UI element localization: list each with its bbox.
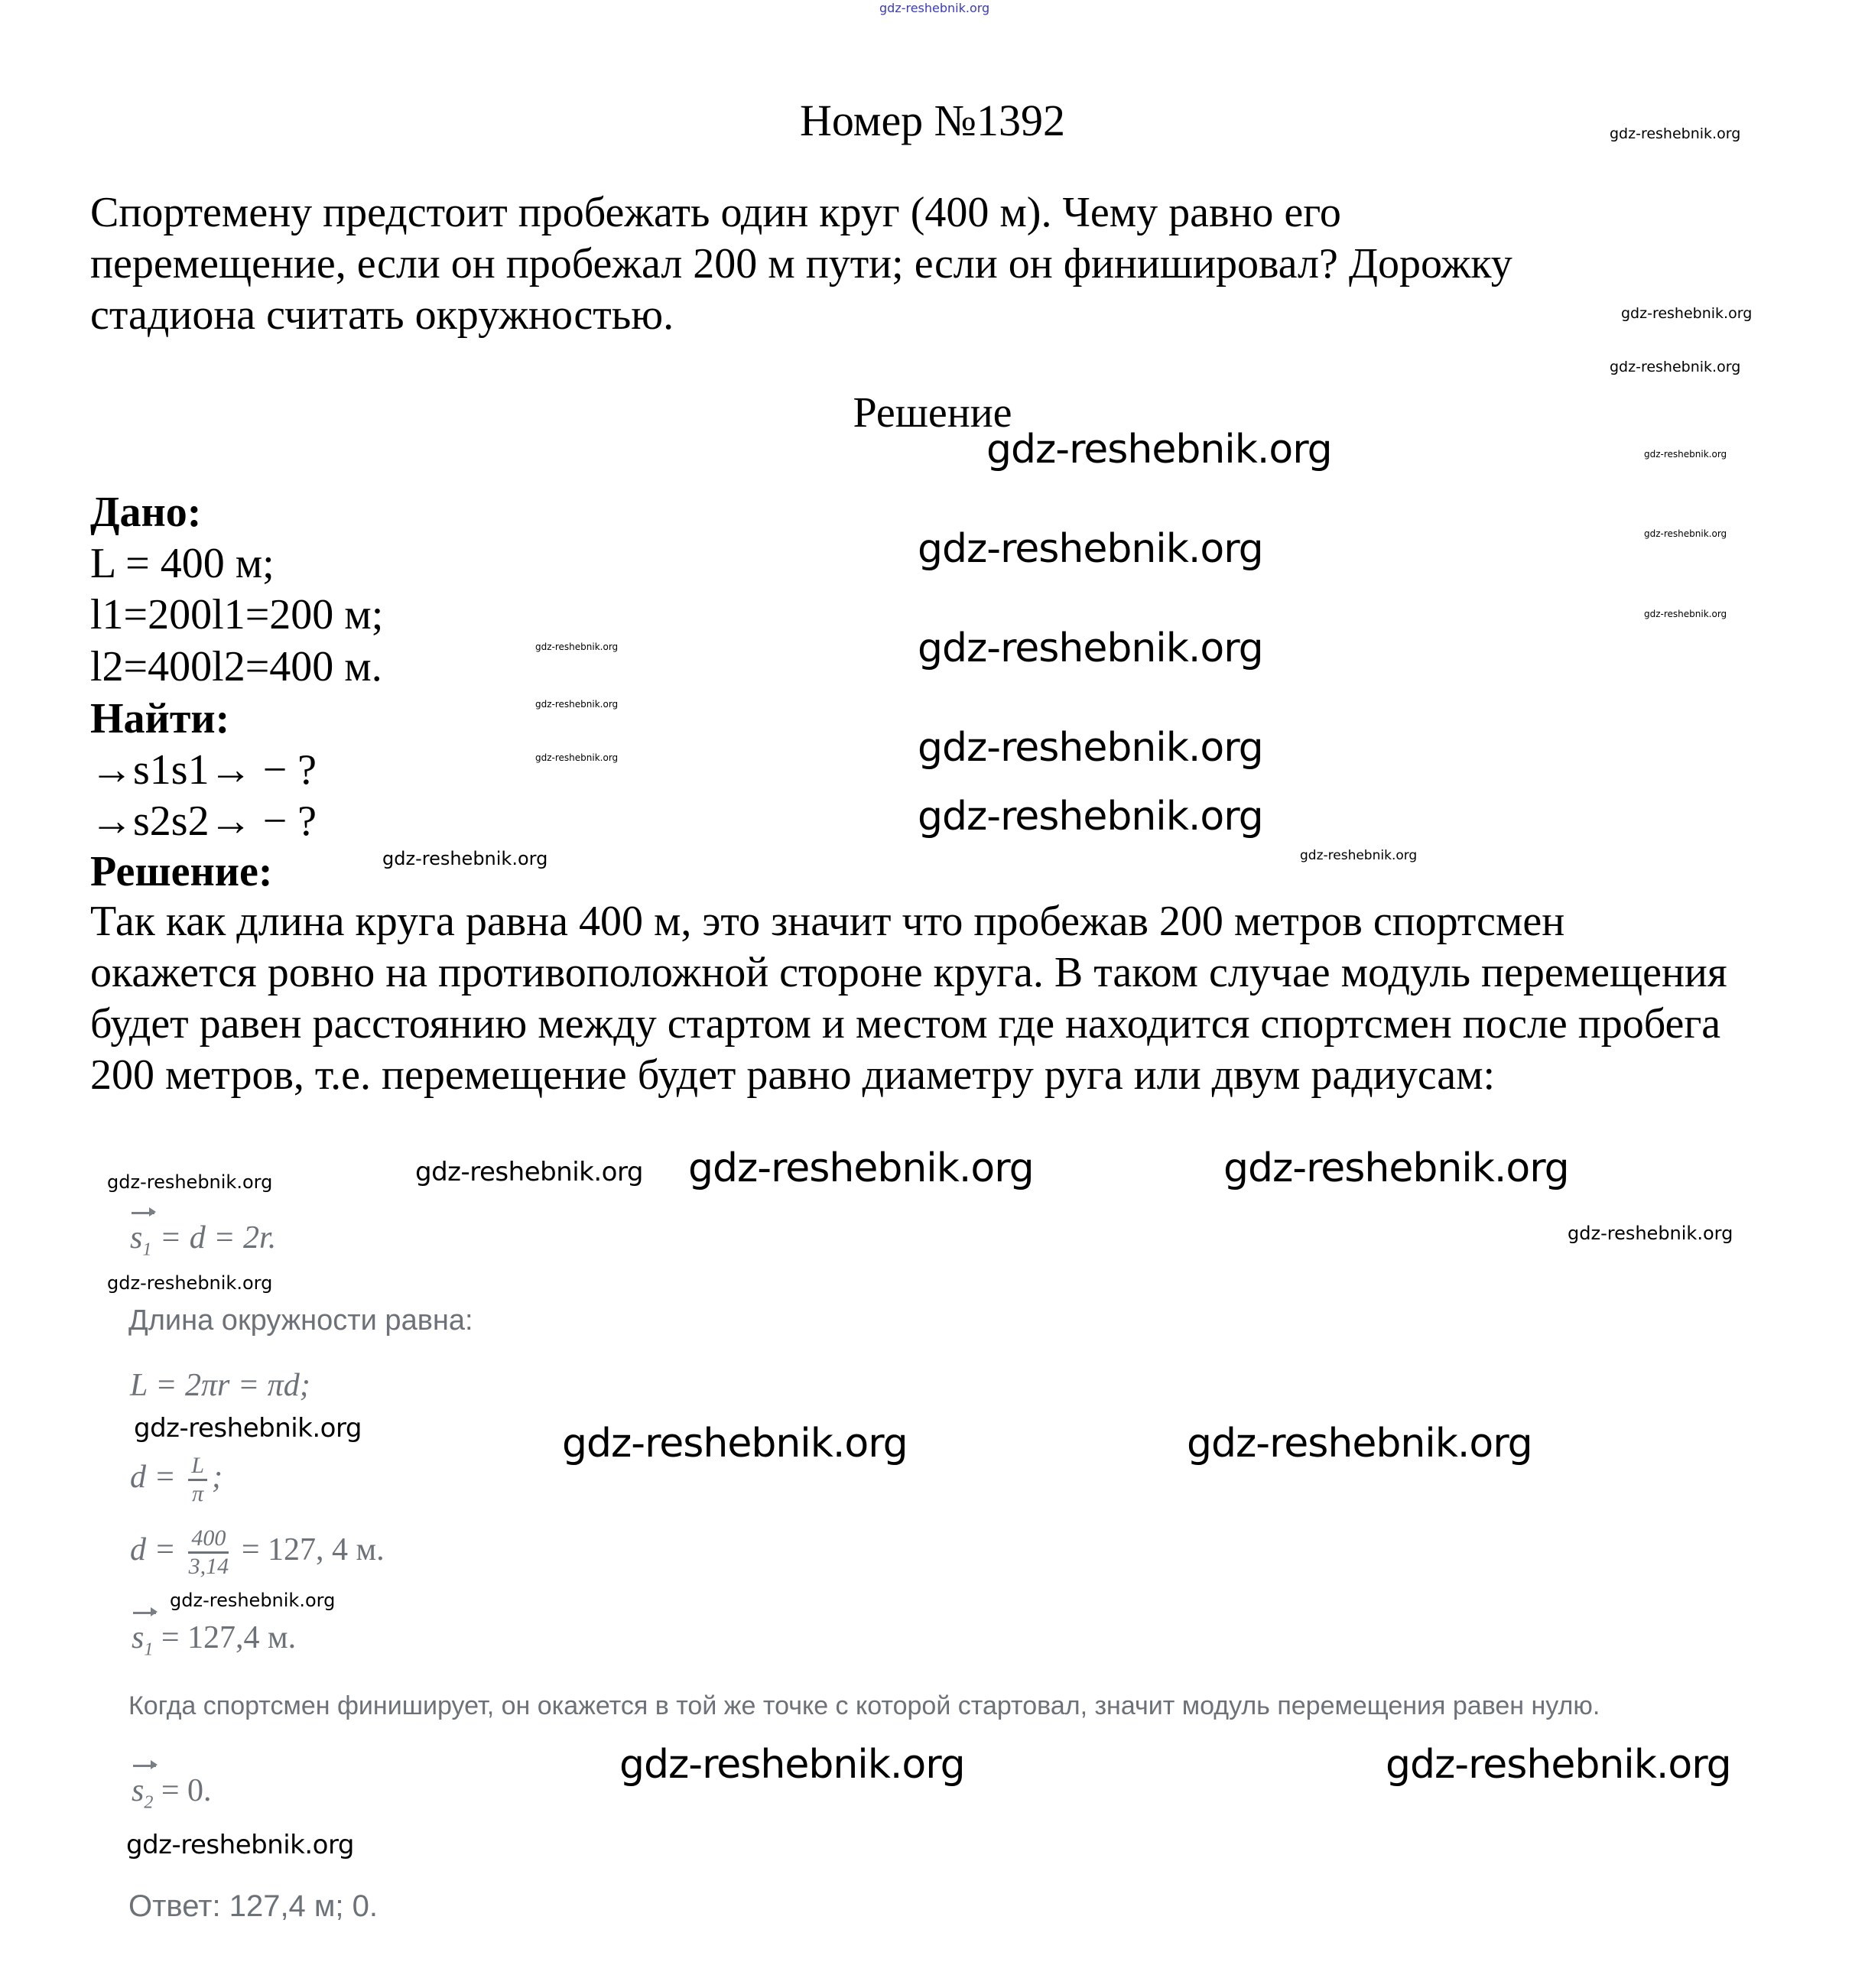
formula-s2-value: $s_2 = 0$.: [132, 1773, 212, 1813]
watermark: gdz-reshebnik.org: [134, 1413, 362, 1444]
solution-heading: Решение: [853, 389, 1012, 437]
given-label: Дано:: [90, 489, 202, 536]
watermark: gdz-reshebnik.org: [1644, 609, 1727, 619]
watermark: gdz-reshebnik.org: [918, 526, 1263, 572]
watermark: gdz-reshebnik.org: [1644, 449, 1727, 460]
watermark: gdz-reshebnik.org: [918, 794, 1263, 840]
watermark: gdz-reshebnik.org: [1610, 125, 1741, 142]
watermark: gdz-reshebnik.org: [415, 1157, 643, 1187]
formula-d-ratio: d = $\frac{L}{\pi}$ ;: [130, 1453, 223, 1506]
watermark: gdz-reshebnik.org: [688, 1145, 1034, 1191]
watermark: gdz-reshebnik.org: [107, 1272, 273, 1294]
circumference-label: Длина окружности равна:: [128, 1304, 473, 1337]
watermark: gdz-reshebnik.org: [1187, 1421, 1532, 1467]
formula-s1-diameter: $s_1 = d = 2r$.: [130, 1220, 277, 1260]
watermark: gdz-reshebnik.org: [1644, 528, 1727, 539]
formula-s1-value: $s_1 = 127,4$ м.: [132, 1620, 297, 1660]
solution-label: Решение:: [90, 848, 273, 895]
vector-arrow-icon: $s_2$: [132, 1773, 154, 1813]
watermark: gdz-reshebnik.org: [1386, 1742, 1731, 1788]
given-line: l1=200l1=200 м;: [90, 591, 384, 638]
watermark: gdz-reshebnik.org: [382, 848, 548, 869]
find-line: →s1s1→ − ?: [90, 746, 317, 794]
watermark: gdz-reshebnik.org: [1568, 1223, 1733, 1244]
given-line: L = 400 м;: [90, 540, 275, 587]
watermark: gdz-reshebnik.org: [1300, 848, 1418, 863]
find-label: Найти:: [90, 695, 230, 742]
answer-text: Ответ: 127,4 м; 0.: [128, 1889, 378, 1923]
vector-arrow-icon: $s_1$: [130, 1220, 152, 1260]
watermark: gdz-reshebnik.org: [535, 699, 619, 710]
watermark: gdz-reshebnik.org: [562, 1421, 908, 1467]
find-line: →s2s2→ − ?: [90, 797, 317, 845]
watermark: gdz-reshebnik.org: [535, 642, 619, 652]
finish-text: Когда спортсмен финиширует, он окажется в той же точке с которой стартовал, значит модуль перемещения равен нулю.: [128, 1691, 1600, 1720]
given-line: l2=400l2=400 м.: [90, 643, 382, 690]
formula-d-calc: d = $\frac{400}{3,14}$ = 127, 4 м.: [130, 1525, 385, 1579]
watermark: gdz-reshebnik.org: [918, 725, 1263, 771]
watermark: gdz-reshebnik.org: [1621, 305, 1753, 322]
solution-text: Так как длина круга равна 400 м, это значит что пробежав 200 метров спортсмен окажется ровно на противоположной стороне круга. В таком случае модуль перемещения будет равен расстоянию между стартом и местом где находится спортсмен после пробега 200 метров, т.е. перемещение будет равно диаметру руга или двум радиусам:: [90, 898, 1727, 1099]
watermark: gdz-reshebnik.org: [918, 625, 1263, 671]
watermark: gdz-reshebnik.org: [535, 752, 619, 763]
formula-circumference: L = 2πr = πd;: [130, 1368, 310, 1403]
watermark: gdz-reshebnik.org: [1223, 1145, 1569, 1191]
watermark: gdz-reshebnik.org: [1610, 359, 1741, 375]
watermark: gdz-reshebnik.org: [986, 427, 1332, 473]
task-text: Спортемену предстоит пробежать один круг (400 м). Чему равно его перемещение, если он пробежал 200 м пути; если он финишировал? Дорожку стадиона считать окружностью.: [90, 189, 1512, 339]
watermark: gdz-reshebnik.org: [619, 1742, 965, 1788]
vector-arrow-icon: $s_1$: [132, 1620, 154, 1660]
watermark: gdz-reshebnik.org: [126, 1830, 354, 1860]
watermark: gdz-reshebnik.org: [879, 1, 990, 15]
watermark: gdz-reshebnik.org: [170, 1590, 336, 1611]
page-title: Номер №1392: [799, 96, 1066, 145]
watermark: gdz-reshebnik.org: [107, 1171, 273, 1193]
